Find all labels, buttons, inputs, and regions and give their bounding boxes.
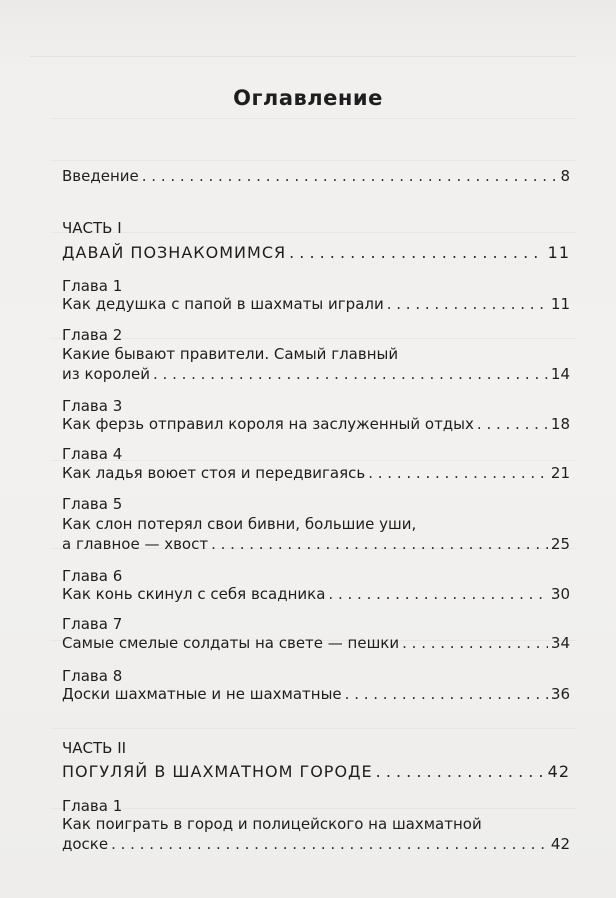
chapter-label: Глава 1 bbox=[62, 277, 123, 295]
chapter-label: Глава 8 bbox=[62, 667, 123, 685]
dot-leader bbox=[345, 684, 548, 704]
dot-leader bbox=[111, 834, 548, 854]
chapter-label: Глава 7 bbox=[62, 615, 123, 633]
toc-chapter-entry bbox=[62, 294, 570, 314]
toc-page-number: 34 bbox=[550, 634, 570, 652]
part-label: ЧАСТЬ I bbox=[62, 219, 122, 237]
toc-chapter-entry bbox=[62, 463, 570, 483]
toc-chapter-entry bbox=[62, 633, 570, 653]
chapter-label: Глава 4 bbox=[62, 445, 123, 463]
chapter-title: Самые смелые солдаты на свете — пешки bbox=[62, 634, 400, 652]
chapter-title: Как конь скинул с себя всадника bbox=[62, 585, 326, 603]
dot-leader bbox=[376, 762, 545, 782]
dot-leader bbox=[142, 166, 558, 186]
toc-part-title bbox=[62, 762, 570, 782]
bleed-through-line bbox=[50, 160, 576, 161]
chapter-title-line: Как поиграть в город и полицейского на шахматной bbox=[62, 815, 482, 833]
chapter-title: Как ладья воюет стоя и передвигаясь bbox=[62, 464, 366, 482]
toc-part-title bbox=[62, 243, 570, 263]
toc-entry-intro bbox=[62, 166, 570, 186]
chapter-title: доске bbox=[62, 835, 109, 853]
bleed-through-line bbox=[50, 118, 576, 119]
dot-leader bbox=[387, 294, 548, 314]
toc-chapter-entry bbox=[62, 534, 570, 554]
part-title-text: ДАВАЙ ПОЗНАКОМИМСЯ bbox=[62, 243, 287, 262]
bleed-through-header-line bbox=[30, 56, 576, 57]
toc-page-number: 11 bbox=[547, 243, 570, 262]
toc-page-number: 42 bbox=[547, 762, 570, 781]
toc-chapter-entry bbox=[62, 684, 570, 704]
chapter-label: Глава 1 bbox=[62, 797, 123, 815]
part-title-text: ПОГУЛЯЙ В ШАХМАТНОМ ГОРОДЕ bbox=[62, 762, 373, 781]
chapter-title-line: Какие бывают правители. Самый главный bbox=[62, 345, 399, 363]
chapter-title: Как дедушка с папой в шахматы играли bbox=[62, 295, 384, 313]
bleed-through-line bbox=[50, 232, 576, 233]
toc-page-number: 36 bbox=[550, 685, 570, 703]
bleed-through-line bbox=[50, 808, 576, 809]
bleed-through-line bbox=[50, 338, 576, 339]
dot-leader bbox=[289, 243, 545, 263]
dot-leader bbox=[211, 534, 548, 554]
toc-page-number: 18 bbox=[550, 415, 570, 433]
toc-chapter-entry bbox=[62, 584, 570, 604]
dot-leader bbox=[368, 463, 548, 483]
toc-entry-label: Введение bbox=[62, 167, 139, 185]
dot-leader bbox=[402, 633, 548, 653]
chapter-title: Как ферзь отправил короля на заслуженный отдых bbox=[62, 415, 474, 433]
chapter-title: из королей bbox=[62, 365, 150, 383]
toc-page-number: 30 bbox=[550, 585, 570, 603]
toc-chapter-entry bbox=[62, 414, 570, 434]
bleed-through-line bbox=[50, 460, 576, 461]
toc-page-number: 21 bbox=[550, 464, 570, 482]
chapter-label: Глава 6 bbox=[62, 567, 123, 585]
toc-page-number: 11 bbox=[550, 295, 570, 313]
bleed-through-line bbox=[50, 728, 576, 729]
page-title: Оглавление bbox=[233, 86, 383, 110]
chapter-label: Глава 2 bbox=[62, 326, 123, 344]
toc-page-number: 14 bbox=[550, 365, 570, 383]
dot-leader bbox=[153, 364, 548, 384]
toc-chapter-entry bbox=[62, 834, 570, 854]
dot-leader bbox=[328, 584, 547, 604]
chapter-title: Доски шахматные и не шахматные bbox=[62, 685, 342, 703]
chapter-label: Глава 5 bbox=[62, 495, 123, 513]
chapter-title-line: Как слон потерял свои бивни, большие уши, bbox=[62, 515, 417, 533]
part-label: ЧАСТЬ II bbox=[62, 739, 127, 757]
toc-chapter-entry bbox=[62, 364, 570, 384]
chapter-title: а главное — хвост bbox=[62, 535, 209, 553]
toc-page-number: 25 bbox=[550, 535, 570, 553]
toc-page-number: 8 bbox=[560, 167, 570, 185]
chapter-label: Глава 3 bbox=[62, 397, 123, 415]
toc-page-number: 42 bbox=[550, 835, 570, 853]
dot-leader bbox=[477, 414, 548, 434]
